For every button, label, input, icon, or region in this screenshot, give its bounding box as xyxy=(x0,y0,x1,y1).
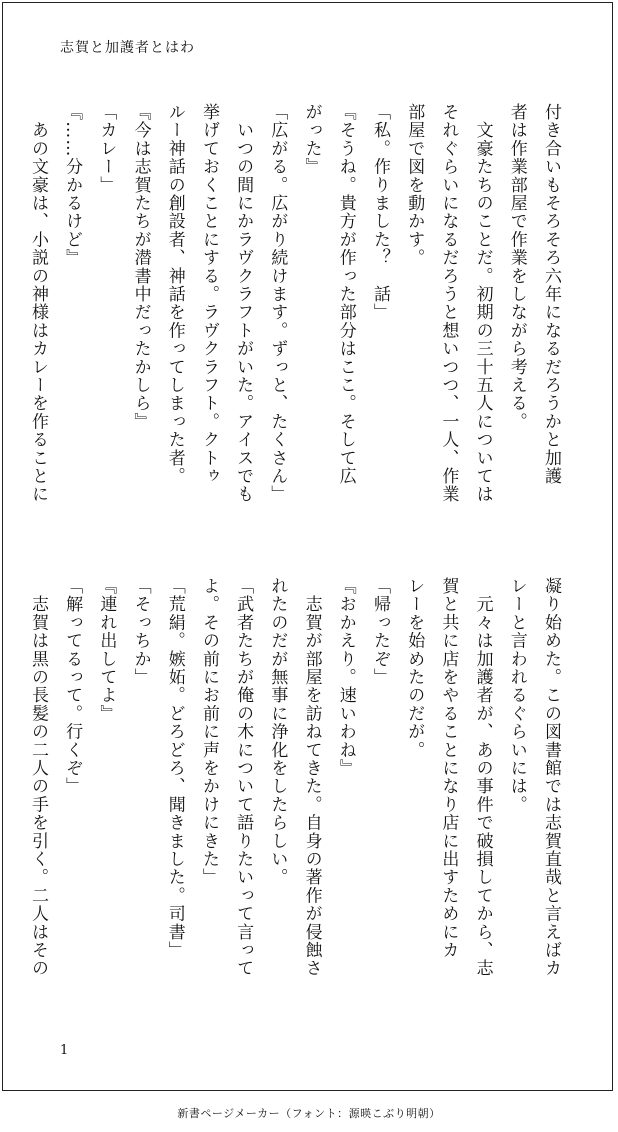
text-line: 志賀は黒の長髪の二人の手を引く。二人はその xyxy=(27,577,48,978)
text-line: 者は作業部屋で作業をしながら考える。 xyxy=(506,103,527,431)
text-line: 「広がる。広がり続けます。ずっと、たくさん」 xyxy=(267,103,288,504)
text-line: 文豪たちのことだ。初期の三十五人については xyxy=(472,103,493,504)
text-line: れたのだが無事に浄化をしたらしい。 xyxy=(267,577,288,887)
page-frame xyxy=(2,2,613,1091)
text-line: 『今は志賀たちが潜書中だったかしら』 xyxy=(130,103,151,431)
text-block-bottom xyxy=(21,577,568,1007)
text-line: レーを始めたのだが。 xyxy=(404,577,425,759)
text-line: 『……分かるけど』 xyxy=(62,103,83,267)
text-line: それぐらいになるだろうと想いつつ、一人、作業 xyxy=(438,103,459,504)
text-line: 凝り始めた。この図書館では志賀直哉と言えばカ xyxy=(541,577,561,978)
text-line: 賀と共に店をやることになり店に出すためにカ xyxy=(438,577,459,960)
text-line: 部屋で図を動かす。 xyxy=(404,103,425,267)
text-line: 「武者たちが俺の木について語りたいって言って xyxy=(233,577,254,978)
footer-credit: 新書ページメーカー（フォント：源暎こぶり明朝） xyxy=(177,1107,441,1120)
text-line: いつの間にかラヴクラフトがいた。アイスでも xyxy=(233,103,254,504)
text-line: 『おかえり。速いわね』 xyxy=(335,577,356,778)
text-block-top xyxy=(21,103,568,533)
text-line: 「私。作りました？ 話」 xyxy=(369,103,390,322)
text-line: 『そうね。貴方が作った部分はここ。そして広 xyxy=(335,103,356,486)
header-title: 志賀と加護者とはわ xyxy=(60,40,195,56)
text-line: 付き合いもそろそろ六年になるだろうかと加護 xyxy=(541,103,561,486)
text-line: 志賀が部屋を訪ねてきた。自身の著作が侵蝕さ xyxy=(301,577,322,978)
text-line: 元々は加護者が、あの事件で破損してから、志 xyxy=(472,577,493,978)
text-line: 「帰ったぞ」 xyxy=(369,577,390,687)
text-line: 挙げておくことにする。ラヴクラフト。クトゥ xyxy=(198,103,219,486)
text-line: 「荒絹。嫉妬。どろどろ、聞きました。司書」 xyxy=(164,577,185,960)
text-line: ルー神話の創設者、神話を作ってしまった者。 xyxy=(164,103,185,486)
text-line: 「そっちか」 xyxy=(130,577,151,687)
text-line: 『連れ出してよ』 xyxy=(96,577,117,723)
page-number: 1 xyxy=(60,1043,69,1058)
text-line: よ。その前にお前に声をかけにきた」 xyxy=(198,577,219,887)
text-line: あの文豪は、小説の神様はカレーを作ることに xyxy=(27,103,48,504)
text-line: レーと言われるぐらいには。 xyxy=(506,577,527,814)
text-line: がった』 xyxy=(301,103,322,176)
text-line: 「解ってるって。行くぞ」 xyxy=(62,577,83,796)
text-line: 「カレー」 xyxy=(96,103,117,194)
